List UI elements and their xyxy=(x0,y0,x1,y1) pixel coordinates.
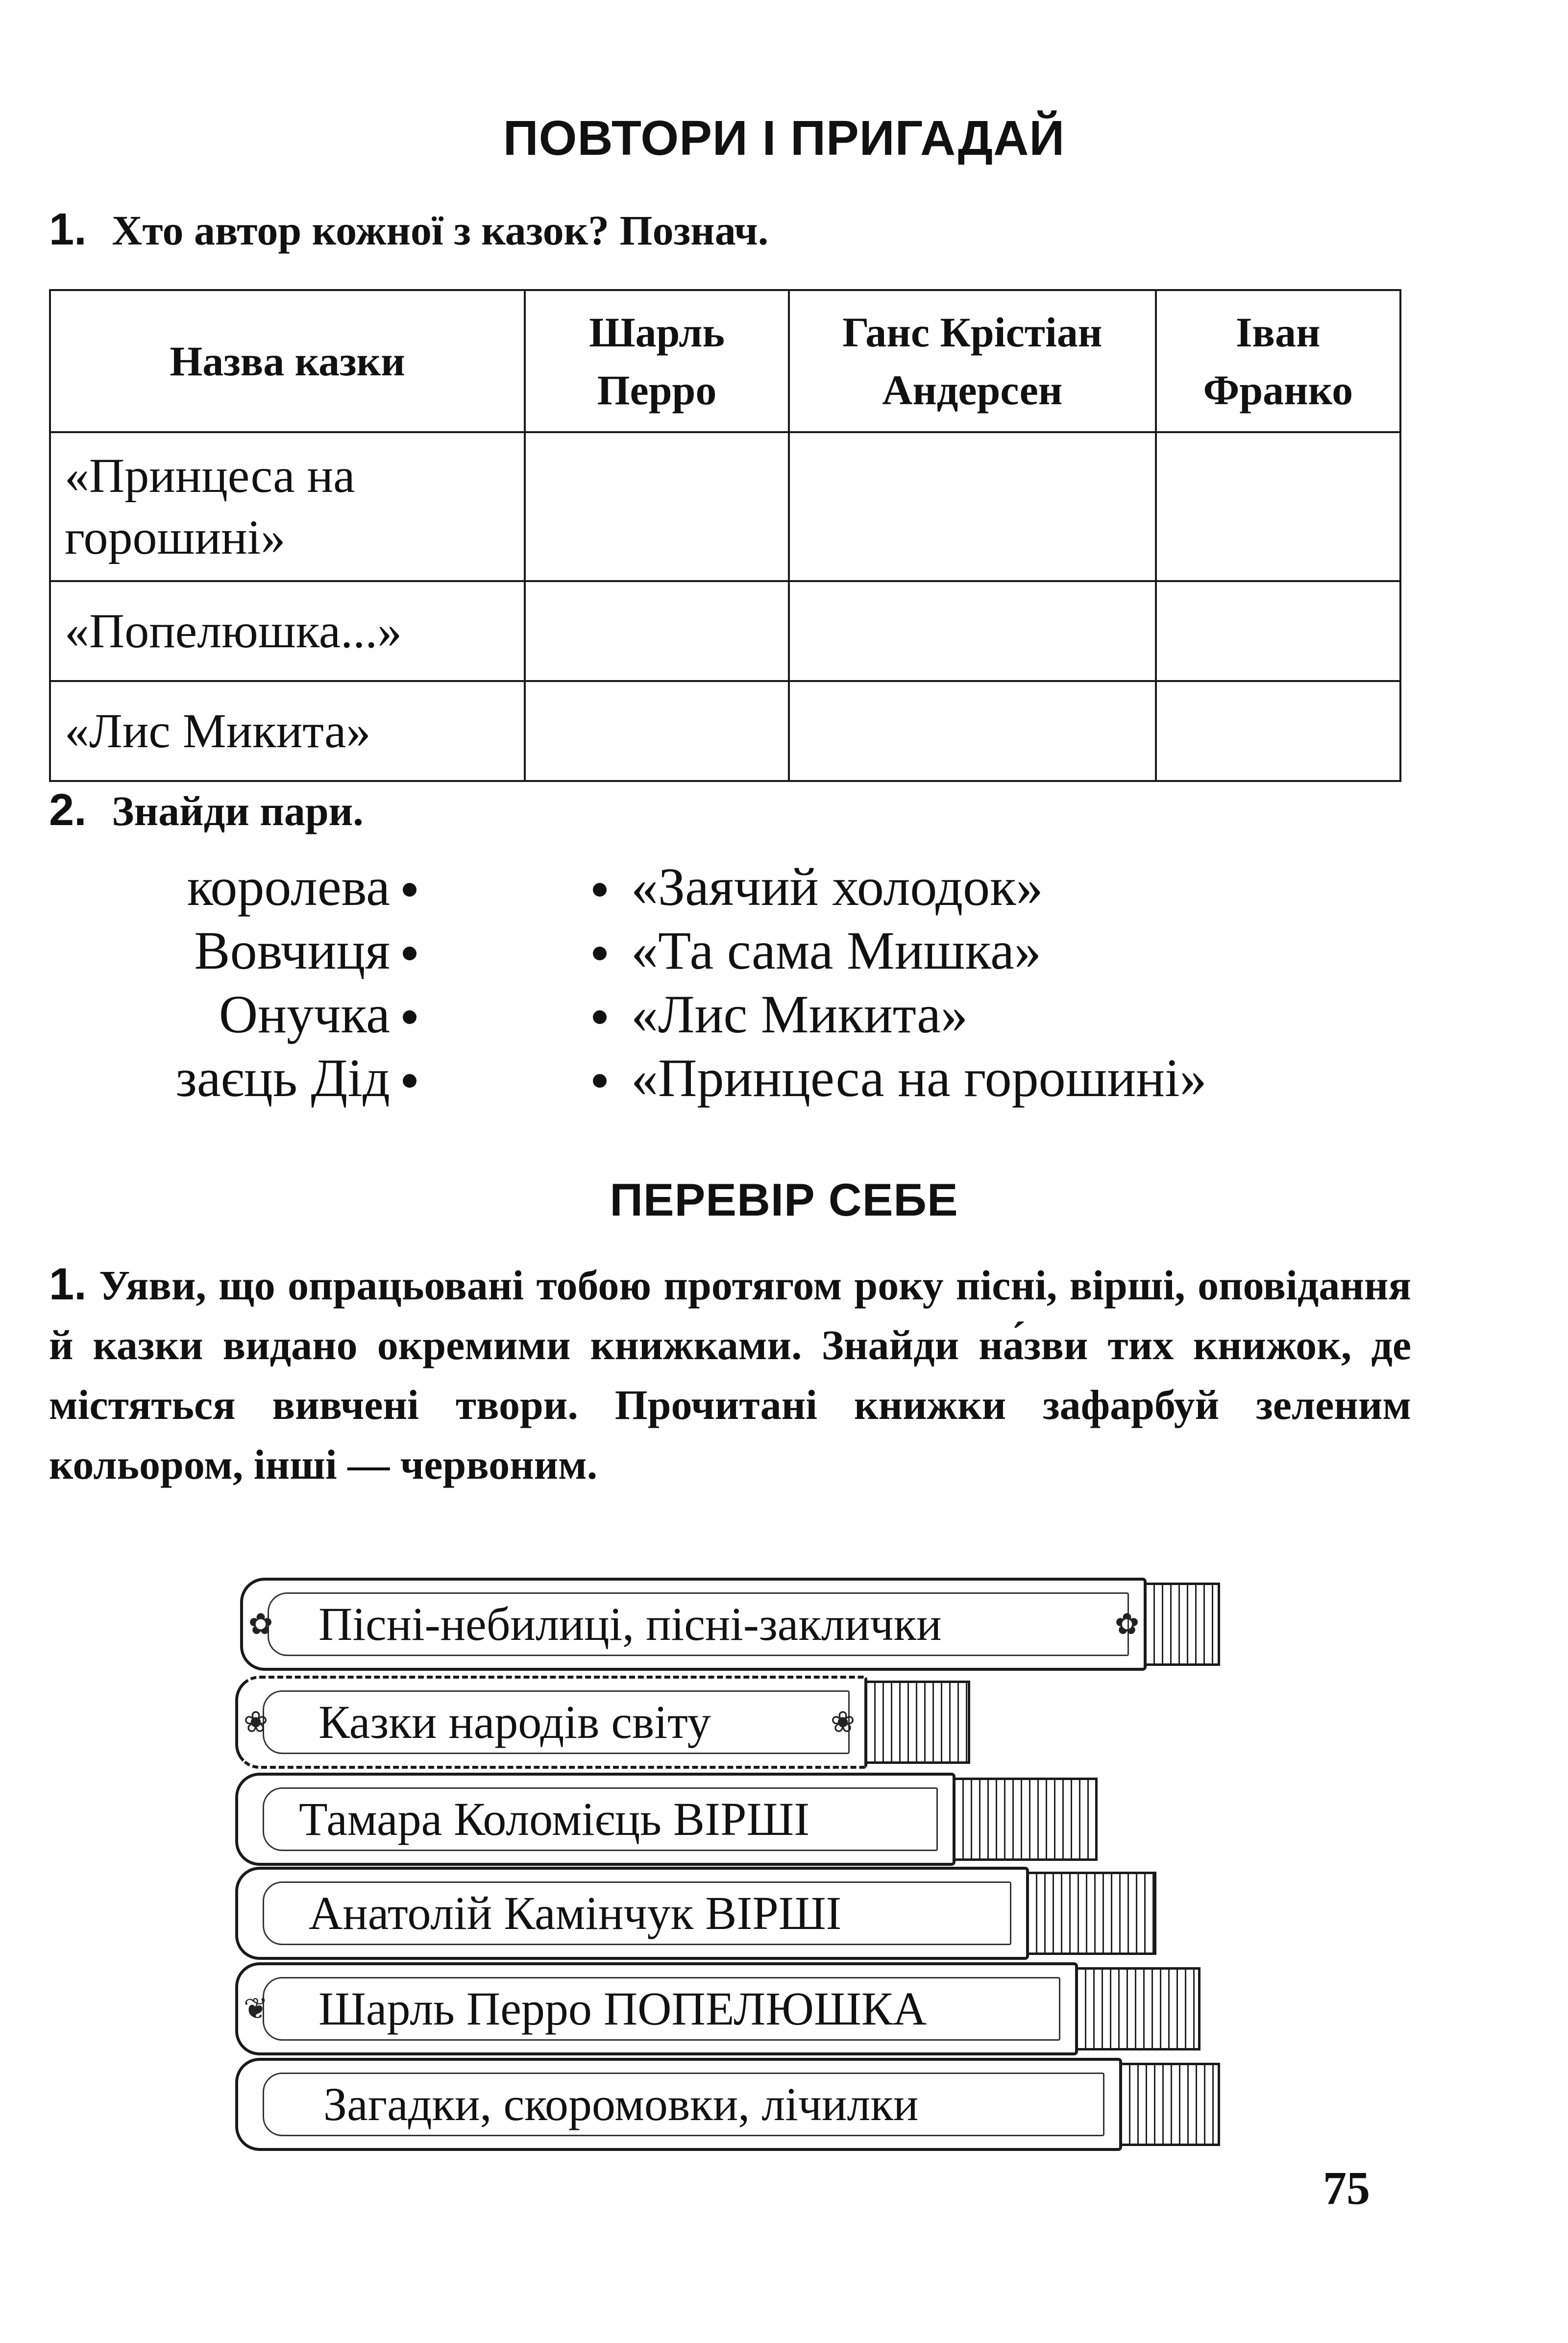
book-kolomiiets[interactable] xyxy=(235,1773,1098,1866)
pair-left-item[interactable]: Вовчиця xyxy=(194,919,416,982)
flower-ornament-icon: ❀ xyxy=(243,1706,269,1738)
header-tale-name: Назва казки xyxy=(50,290,525,432)
task-1-text: Хто автор кожної з казок? Познач. xyxy=(112,207,769,254)
book-title: Шарль Перро ПОПЕЛЮШКА xyxy=(318,1982,927,2035)
pair-left-item[interactable]: Онучка xyxy=(219,982,416,1046)
task-3-number: 1. xyxy=(49,1259,87,1309)
answer-cell[interactable] xyxy=(789,432,1156,581)
answer-cell[interactable] xyxy=(525,432,789,581)
book-kaminchuk[interactable] xyxy=(235,1867,1156,1960)
page-number: 75 xyxy=(1323,2162,1370,2214)
table-row xyxy=(50,581,1400,681)
book-title: Загадки, скоромовки, лічилки xyxy=(323,2078,919,2130)
task-3 xyxy=(49,1254,1411,1494)
bullet-dot-icon[interactable] xyxy=(593,883,607,897)
book-pages xyxy=(1078,1967,1200,2050)
tale-name-cell: «Принцеса на горошині» xyxy=(50,432,525,581)
task-2-text: Знайди пари. xyxy=(112,787,364,834)
section-title-repeat: ПОВТОРИ І ПРИГАДАЙ xyxy=(503,111,1065,166)
book-pages xyxy=(1147,1583,1220,1666)
pair-left-item[interactable]: королева xyxy=(187,855,416,919)
pair-right-item[interactable]: «Та сама Мишка» xyxy=(593,919,1041,982)
answer-cell[interactable] xyxy=(1156,432,1400,581)
task-1 xyxy=(49,206,768,254)
pair-right-item[interactable]: «Принцеса на горошині» xyxy=(593,1046,1207,1110)
pair-right-item[interactable]: «Лис Микита» xyxy=(593,982,968,1046)
table-row xyxy=(50,432,1400,581)
answer-cell[interactable] xyxy=(1156,681,1400,781)
book-title: Казки народів світу xyxy=(318,1696,711,1748)
book-perrault[interactable] xyxy=(235,1962,1200,2055)
book-pages xyxy=(956,1778,1098,1861)
bullet-dot-icon[interactable] xyxy=(403,1074,416,1088)
book-title: Анатолій Камінчук ВІРШІ xyxy=(309,1887,842,1939)
table-header-row xyxy=(50,290,1400,432)
task-1-number: 1. xyxy=(49,204,87,254)
pair-left-item[interactable]: заєць Дід xyxy=(175,1046,416,1110)
bullet-dot-icon[interactable] xyxy=(593,1010,607,1024)
book-fairy-tales[interactable] xyxy=(235,1676,970,1769)
flower-ornament-icon: ✿ xyxy=(1114,1608,1140,1640)
answer-cell[interactable] xyxy=(789,681,1156,781)
bullet-dot-icon[interactable] xyxy=(403,947,416,960)
answer-cell[interactable] xyxy=(789,581,1156,681)
header-andersen: Ганс Крістіан Андерсен xyxy=(789,290,1156,432)
header-franko: Іван Франко xyxy=(1156,290,1400,432)
book-songs[interactable] xyxy=(240,1578,1220,1671)
bullet-dot-icon[interactable] xyxy=(593,1074,607,1088)
table-row xyxy=(50,681,1400,781)
bullet-dot-icon[interactable] xyxy=(593,947,607,960)
task-2-number: 2. xyxy=(49,785,87,835)
tale-name-cell: «Лис Микита» xyxy=(50,681,525,781)
scroll-ornament-icon: ❦ xyxy=(243,1993,269,2025)
book-pages xyxy=(1122,2063,1220,2146)
book-pages xyxy=(867,1681,970,1764)
section-title-check: ПЕРЕВІР СЕБЕ xyxy=(610,1174,958,1225)
answer-cell[interactable] xyxy=(1156,581,1400,681)
bullet-dot-icon[interactable] xyxy=(403,1010,416,1024)
flower-ornament-icon: ✿ xyxy=(248,1608,273,1640)
task-3-text: Уяви, що опрацьовані тобою протягом року пісні, вірші, оповідання й казки видано окремими книжками. Знайди на́зви тих книжок, де містяться вивчені твори. Прочитані книжки зафарбуй зеленим кольором, інші — червоним. xyxy=(49,1262,1411,1488)
bullet-dot-icon[interactable] xyxy=(403,883,416,897)
authors-table xyxy=(49,289,1401,782)
book-title: Пісні-небилиці, пісні-заклички xyxy=(318,1598,942,1650)
task-2 xyxy=(49,786,364,834)
answer-cell[interactable] xyxy=(525,681,789,781)
pair-right-item[interactable]: «Заячий холодок» xyxy=(593,855,1043,919)
answer-cell[interactable] xyxy=(525,581,789,681)
flower-ornament-icon: ❀ xyxy=(830,1706,856,1738)
book-pages xyxy=(1029,1872,1156,1955)
tale-name-cell: «Попелюшка...» xyxy=(50,581,525,681)
book-title: Тамара Коломієць ВІРШІ xyxy=(299,1793,810,1845)
header-perrault: Шарль Перро xyxy=(525,290,789,432)
book-riddles[interactable] xyxy=(235,2058,1220,2151)
